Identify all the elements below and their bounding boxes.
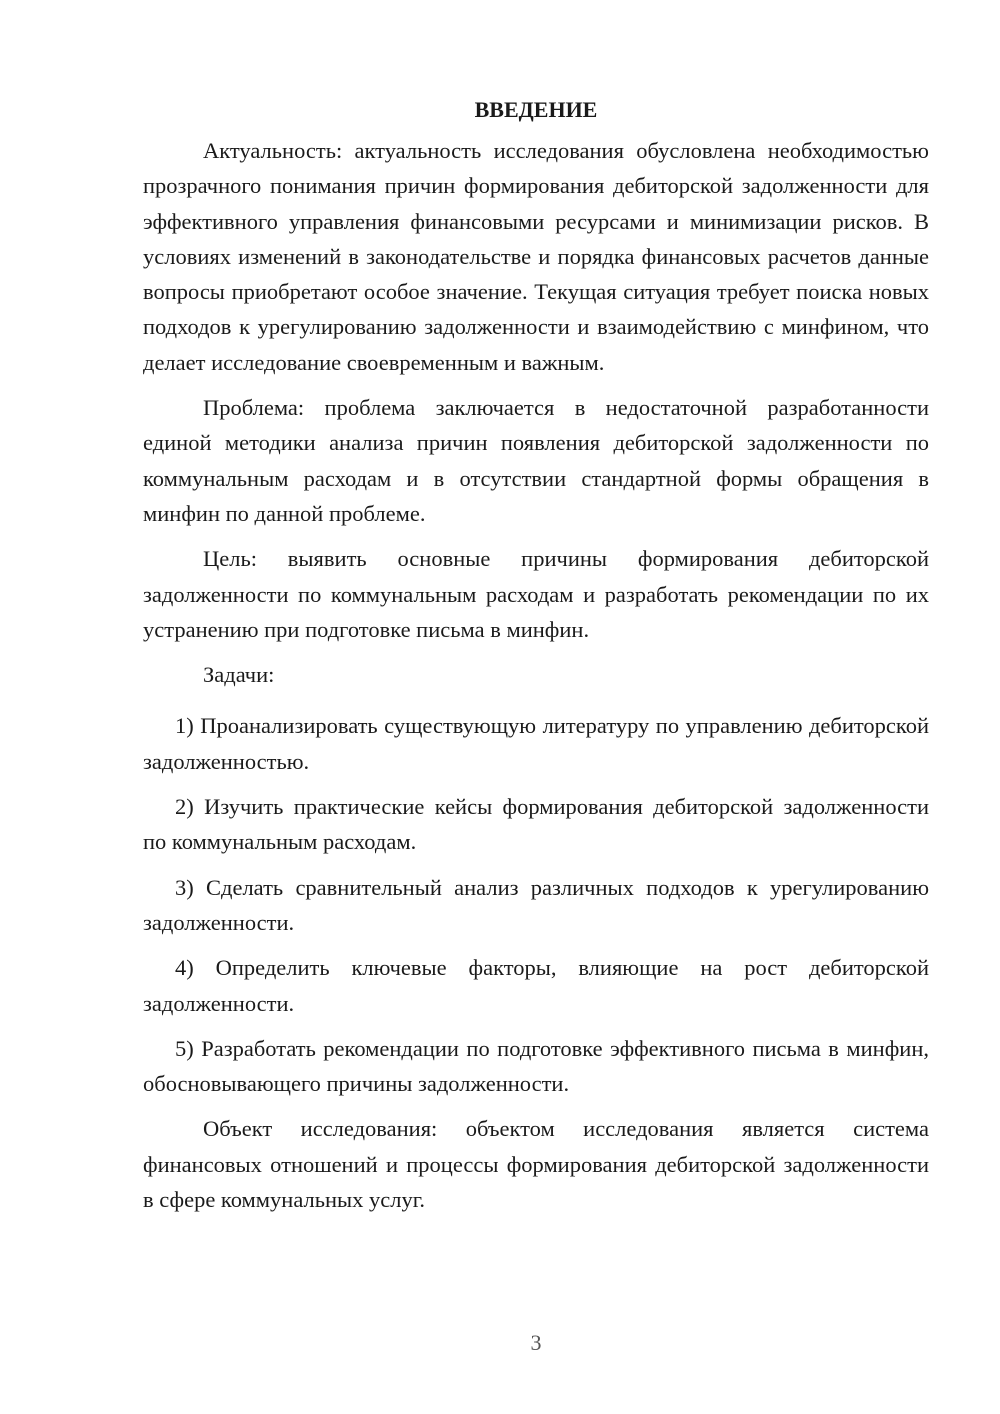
- object-paragraph: Объект исследования: объектом исследования является система финансовых отношений и процессы формирования дебиторской задолженности в сфере коммунальных услуг.: [143, 1116, 929, 1213]
- problem-paragraph: Проблема: проблема заключается в недостаточной разработанности единой методики анализа причин появления дебиторской задолженности по коммунальным расходам и в отсутствии стандартной формы обращения в минфин по данной проблеме.: [143, 395, 929, 526]
- section-title: ВВЕДЕНИЕ: [474, 97, 598, 122]
- document-page: [143, 92, 929, 1227]
- page-number: 3: [530, 1330, 542, 1355]
- task-item: 5) Разработать рекомендации по подготовке эффективного письма в минфин, обосновывающего причины задолженности.: [143, 1035, 929, 1097]
- task-item: 2) Изучить практические кейсы формирования дебиторской задолженности по коммунальным расходам.: [143, 794, 929, 855]
- task-item: 1) Проанализировать существующую литературу по управлению дебиторской задолженностью.: [143, 713, 929, 774]
- task-item: 3) Сделать сравнительный анализ различных подходов к урегулированию задолженности.: [143, 874, 929, 935]
- task-item: 4) Определить ключевые факторы, влияющие на рост дебиторской задолженности.: [143, 955, 929, 1016]
- tasks-heading: Задачи:: [203, 662, 275, 688]
- goal-paragraph: Цель: выявить основные причины формирования дебиторской задолженности по коммунальным расходам и разработать рекомендации по их устранению при подготовке письма в минфин.: [143, 546, 929, 642]
- relevance-paragraph: Актуальность: актуальность исследования обусловлена необходимостью прозрачного понимания причин формирования дебиторской задолженности для эффективного управления финансовыми ресурсами и минимизации рисков. В условиях изменений в законодательстве и порядка финансовых расчетов данные вопросы приобретают особое значение. Текущая ситуация требует поиска новых подходов к урегулированию задолженности и взаимодействию с минфином, что делает исследование своевременным и важным.: [143, 138, 929, 375]
- tasks-list: [143, 708, 929, 1101]
